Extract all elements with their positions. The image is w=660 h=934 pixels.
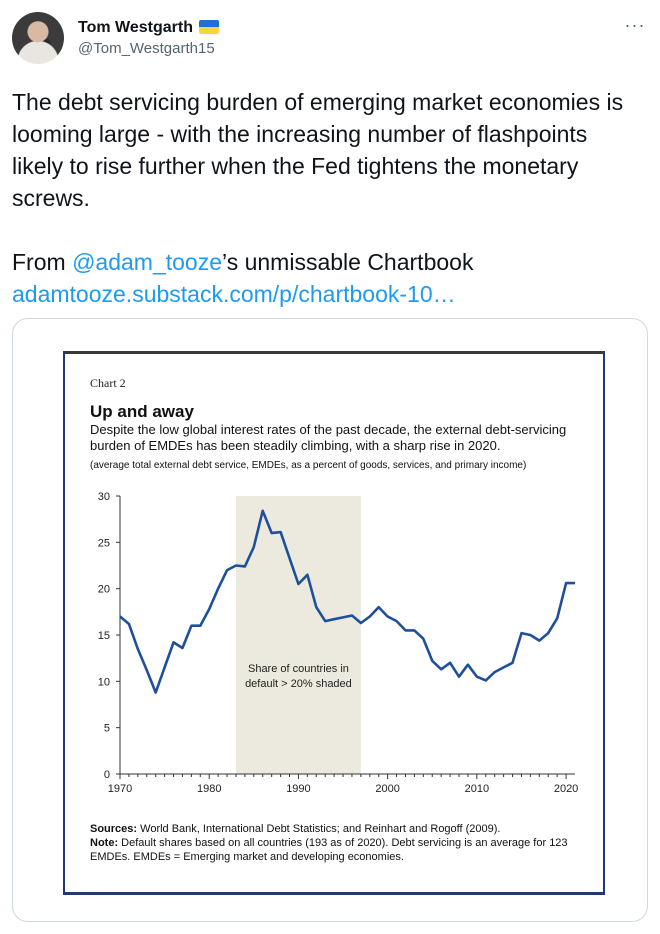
y-tick-label: 25 (97, 537, 110, 550)
sources-label: Sources: (90, 823, 138, 835)
chart-note: (average total external debt service, EMDEs, as a percent of goods, services, and primary income) (90, 460, 527, 471)
y-tick-label: 5 (103, 722, 110, 735)
from-prefix: From (12, 249, 73, 275)
x-tick-label: 2000 (375, 783, 400, 795)
line-chart (65, 484, 603, 824)
chart-sources (90, 822, 590, 864)
avatar[interactable] (12, 12, 64, 64)
x-tick-label: 1980 (196, 783, 222, 795)
shaded-region (236, 496, 361, 774)
note-text: Default shares based on all countries (193 as of 2020). Debt servicing is an average for 123 EMDEs. EMDEs = Emerging market and developing economies. (90, 837, 568, 863)
tweet-text (12, 86, 642, 310)
y-tick-label: 10 (97, 676, 110, 689)
x-tick-label: 2020 (553, 783, 579, 795)
chart-frame (63, 351, 605, 895)
tweet-from-line (12, 246, 642, 278)
ukraine-flag-icon (199, 20, 219, 34)
from-suffix: ’s unmissable Chartbook (222, 249, 474, 275)
tweet-body: The debt servicing burden of emerging market economies is looming large - with the increasing number of flashpoints likely to rise further when the Fed tightens the monetary screws. (12, 89, 624, 211)
more-options-icon[interactable]: ··· (624, 15, 646, 35)
x-tick-label: 1970 (107, 783, 133, 795)
y-tick-label: 0 (103, 769, 110, 781)
chart-subtitle: Despite the low global interest rates of the past decade, the external debt-servicing burden of EMDEs has been steadily climbing, with a sharp rise in 2020. (90, 422, 567, 453)
tweet-header (12, 12, 648, 68)
shaded-label-line2: default > 20% shaded (245, 678, 352, 691)
x-tick-label: 2010 (464, 783, 490, 795)
display-name-text[interactable]: Tom Westgarth (78, 19, 193, 36)
sources-text: World Bank, International Debt Statistics; and Reinhart and Rogoff (2009). (140, 823, 501, 835)
display-name[interactable] (78, 18, 219, 38)
y-tick-label: 20 (97, 583, 110, 596)
x-tick-label: 1990 (286, 783, 311, 795)
y-tick-label: 30 (97, 491, 110, 503)
chart-number-label: Chart 2 (90, 376, 126, 390)
media-image[interactable] (12, 318, 648, 922)
chart-title: Up and away (90, 402, 194, 421)
shaded-label-line1: Share of countries in (247, 663, 349, 676)
article-link[interactable]: adamtooze.substack.com/p/chartbook-10… (12, 281, 456, 307)
y-tick-label: 15 (97, 630, 110, 642)
mention-link[interactable]: @adam_tooze (72, 249, 223, 275)
user-handle[interactable]: @Tom_Westgarth15 (78, 40, 215, 57)
note-label: Note: (90, 837, 119, 849)
